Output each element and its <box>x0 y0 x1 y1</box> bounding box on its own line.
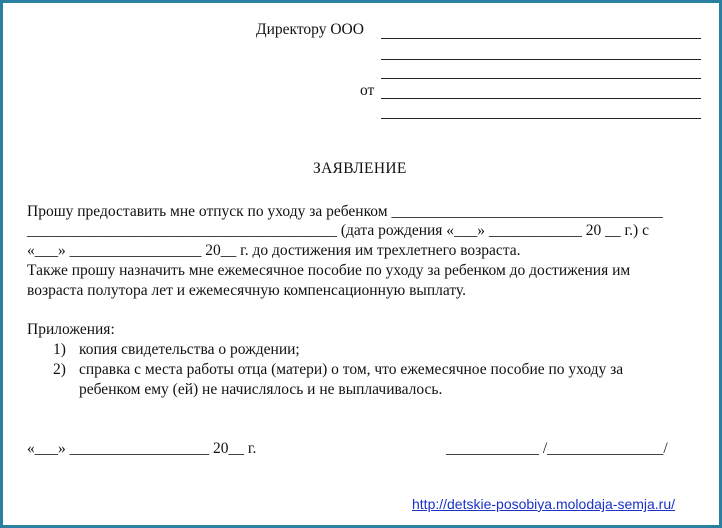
attachment-2-number: 2) <box>53 361 66 378</box>
attachment-1-number: 1) <box>53 341 66 358</box>
from-label: от <box>360 82 375 99</box>
from-line-1 <box>381 98 701 99</box>
addressee-line-3 <box>381 78 701 79</box>
addressee-line-1 <box>381 38 701 39</box>
from-line-2 <box>381 118 701 119</box>
document-title: ЗАЯВЛЕНИЕ <box>313 160 407 177</box>
attachment-2-continuation: ребенком ему (ей) не начислялось и не выплачивалось. <box>79 381 443 398</box>
body-line-4: Также прошу назначить мне ежемесячное пособие по уходу за ребенком до достижения им <box>27 262 631 279</box>
body-line-1: Прошу предоставить мне отпуск по уходу за ребенком ___________________________________ <box>27 203 663 220</box>
attachment-1-text: копия свидетельства о рождении; <box>79 341 300 358</box>
attachments-heading: Приложения: <box>27 321 115 338</box>
body-line-2: ________________________________________ (дата рождения «___» ____________ 20 __ г.) с <box>27 222 649 239</box>
body-line-5: возраста полутора лет и ежемесячную компенсационную выплату. <box>27 282 466 299</box>
footer-date: «___» __________________ 20__ г. <box>27 440 257 457</box>
body-line-3: «___» _________________ 20__ г. до достижения им трехлетнего возраста. <box>27 242 521 259</box>
addressee-line-2 <box>381 59 701 60</box>
source-link[interactable]: http://detskie-posobiya.molodaja-semja.ru/ <box>412 496 676 512</box>
footer-signature: ____________ /_______________/ <box>446 440 668 457</box>
addressee-label: Директору ООО <box>256 21 364 38</box>
attachment-2-text: справка с места работы отца (матери) о том, что ежемесячное пособие по уходу за <box>79 361 624 378</box>
